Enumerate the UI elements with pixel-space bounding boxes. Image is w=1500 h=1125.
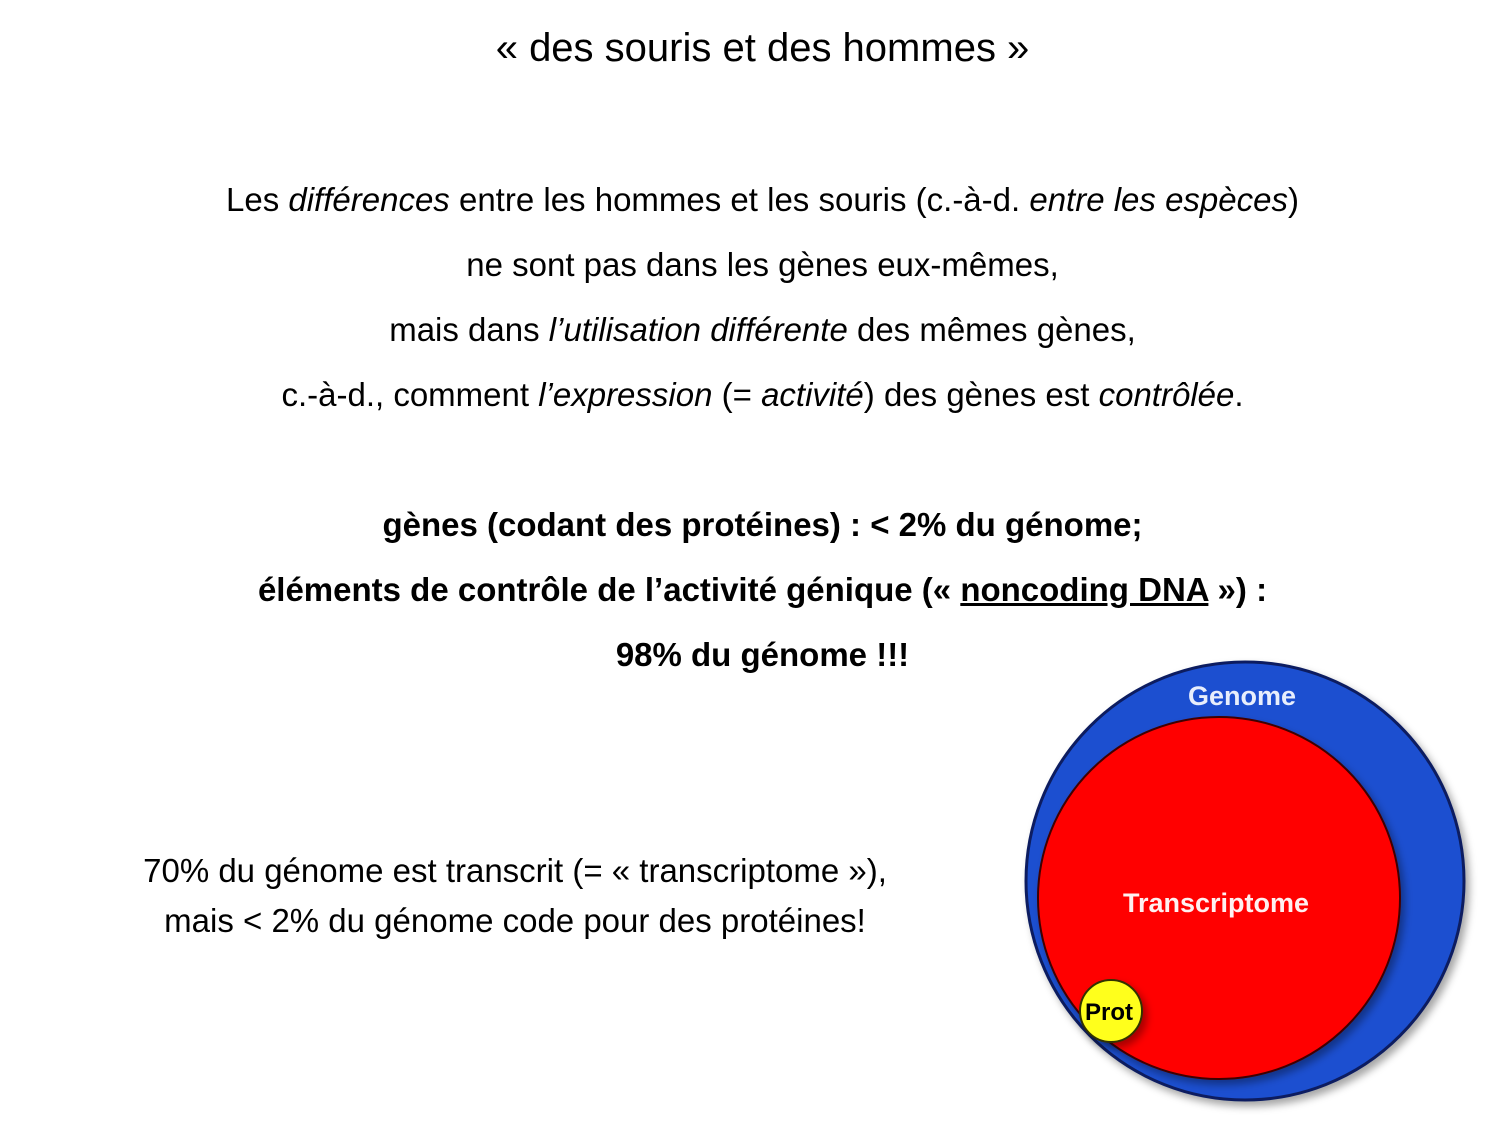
text: Les (226, 181, 289, 218)
bold-line-3: 98% du génome !!! (615, 636, 910, 673)
text: entre les hommes et les souris (c.-à-d. (449, 181, 1030, 218)
text: des mêmes gènes, (847, 311, 1136, 348)
paragraph-line-2: ne sont pas dans les gènes eux-mêmes, (466, 246, 1059, 283)
prot-label: Prot (1085, 999, 1133, 1026)
slide-title: « des souris et des hommes » (495, 26, 1030, 70)
text-italic: activité (761, 376, 864, 413)
genome-label: Genome (1187, 681, 1297, 711)
transcriptome-label: Transcriptome (1122, 888, 1310, 918)
note-line-2: mais < 2% du génome code pour des protéines! (164, 902, 866, 939)
text: . (1234, 376, 1244, 413)
text-italic: entre les espèces (1029, 181, 1288, 218)
text: ) des gènes est (863, 376, 1099, 413)
bold-line-1: gènes (codant des protéines) : < 2% du génome; (382, 506, 1143, 543)
text-italic: différences (288, 181, 450, 218)
text-italic: l’utilisation différente (548, 311, 848, 348)
text: ) (1288, 181, 1299, 218)
text: (= (712, 376, 762, 413)
note-line-1: 70% du génome est transcrit (= « transcriptome »), (143, 852, 887, 889)
noncoding-dna-term: noncoding DNA (960, 571, 1209, 608)
text: ») : (1208, 571, 1268, 608)
text: c.-à-d., comment (281, 376, 539, 413)
text-italic: contrôlée (1098, 376, 1235, 413)
text-italic: l’expression (538, 376, 713, 413)
text: mais dans (389, 311, 549, 348)
text: éléments de contrôle de l’activité génique (« (257, 571, 961, 608)
